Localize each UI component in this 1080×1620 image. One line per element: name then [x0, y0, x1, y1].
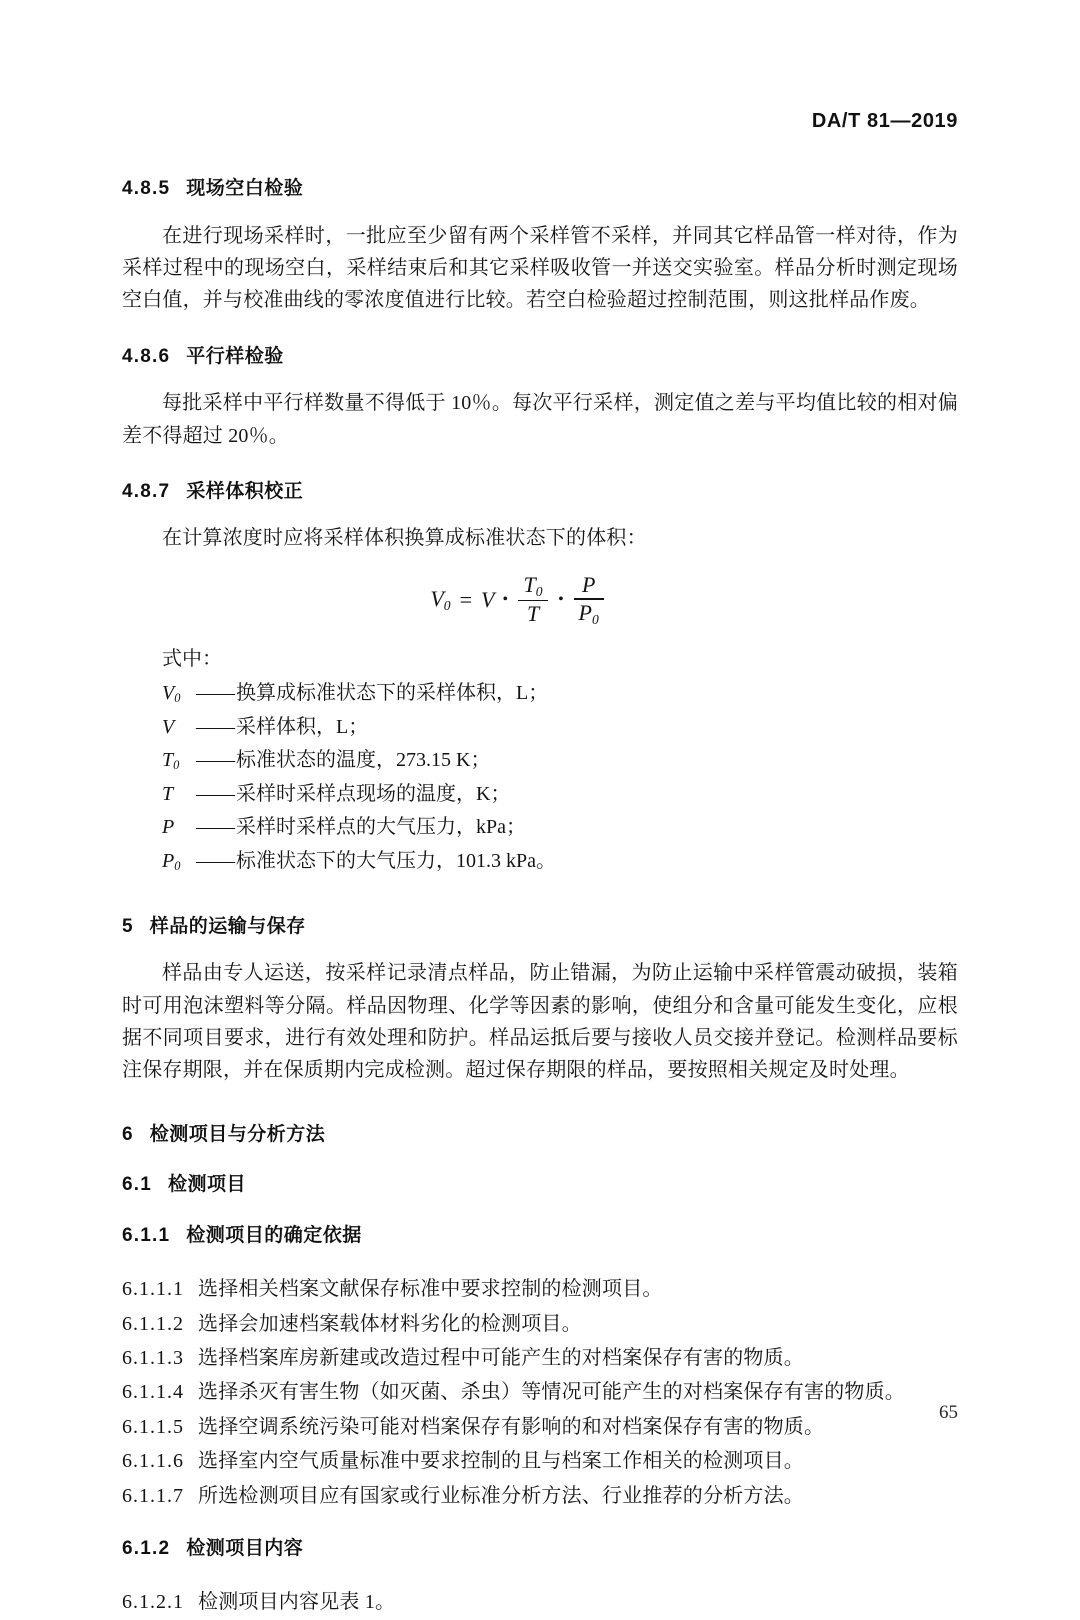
heading-6-1-2: [122, 1535, 958, 1564]
symbol-t: T: [162, 782, 174, 805]
clause-number: 6.1.1.7: [122, 1484, 184, 1507]
page-number: 65: [939, 1402, 958, 1423]
definition-text: 换算成标准状态下的采样体积，L；: [236, 682, 549, 705]
clause-text: 选择杀灭有害生物（如灭菌、杀虫）等情况可能产生的对档案保存有害的物质。: [198, 1381, 905, 1404]
formula-fraction-temperature: $\frac{T_0}{T}$: [516, 573, 550, 627]
definition-item: [162, 811, 958, 845]
formula-lhs: $V_0$: [430, 586, 451, 613]
clause-text: 选择空调系统污染可能对档案保存有影响的和对档案保存有害的物质。: [198, 1415, 825, 1438]
standard-number: DA/T 81—2019: [811, 110, 958, 132]
clause-text: 选择会加速档案载体材料劣化的检测项目。: [198, 1312, 582, 1335]
formula-v: V: [481, 586, 495, 612]
clause-text: 选择相关档案文献保存标准中要求控制的检测项目。: [198, 1278, 663, 1301]
heading-5-number: 5: [122, 915, 134, 937]
heading-4-8-5: [122, 175, 958, 204]
running-header: [122, 110, 958, 140]
clause-text: 检测项目内容见表 1。: [198, 1591, 396, 1614]
formula-multiply-dot-1: •: [502, 590, 509, 608]
heading-6-1-number: 6.1: [122, 1174, 153, 1196]
symbol-t0: $T_0$: [162, 749, 180, 773]
clause-number: 6.1.1.6: [122, 1450, 184, 1473]
definition-text: 采样时采样点现场的温度，K；: [236, 782, 511, 805]
definition-item: [162, 677, 958, 711]
clause-item: [122, 1479, 958, 1513]
heading-6-1-2-title: 检测项目内容: [186, 1537, 304, 1559]
definition-item: [162, 845, 958, 879]
paragraph-4-8-5: 在进行现场采样时，一批应至少留有两个采样管不采样，并同其它样品管一样对待，作为采样过程中的现场空白，采样结束后和其它采样吸收管一并送交实验室。样品分析时测定现场空白值，并与校准曲线的零浓度值进行比较。若空白检验超过控制范围，则这批样品作废。: [122, 224, 958, 312]
heading-6-1-1-title: 检测项目的确定依据: [186, 1224, 362, 1246]
definition-text: 标准状态下的大气压力，101.3 kPa。: [236, 850, 556, 873]
em-dash: ——: [196, 749, 234, 772]
volume-correction-formula: [122, 573, 958, 627]
definition-text: 采样时采样点的大气压力，kPa；: [236, 816, 526, 839]
clause-text: 选择室内空气质量标准中要求控制的且与档案工作相关的检测项目。: [198, 1450, 804, 1473]
definition-item: [162, 778, 958, 812]
clause-number: 6.1.1.4: [122, 1381, 184, 1404]
clause-number: 6.1.1.1: [122, 1278, 184, 1301]
symbol-p0: $P_0$: [162, 850, 181, 874]
heading-5-title: 样品的运输与保存: [149, 915, 306, 937]
symbol-v: V: [162, 715, 175, 738]
heading-6-1: [122, 1171, 958, 1200]
heading-4-8-7-title: 采样体积校正: [186, 480, 304, 502]
definition-text: 采样体积，L；: [236, 715, 369, 738]
clause-number: 6.1.1.3: [122, 1346, 184, 1369]
heading-4-8-5-number: 4.8.5: [122, 178, 171, 199]
definition-item: [162, 711, 958, 745]
clause-item: [122, 1444, 958, 1478]
heading-4-8-7: [122, 478, 958, 507]
where-clause-intro: 式中：: [162, 648, 222, 671]
clause-item: [122, 1307, 958, 1341]
definition-item: [162, 744, 958, 778]
heading-6-1-1-number: 6.1.1: [122, 1224, 171, 1246]
clause-number: 6.1.1.5: [122, 1415, 184, 1438]
em-dash: ——: [196, 682, 234, 705]
symbol-p: P: [162, 816, 175, 839]
paragraph-4-8-7: 在计算浓度时应将采样体积换算成标准状态下的体积：: [162, 527, 647, 550]
heading-5: [122, 913, 958, 942]
formula-fraction-pressure: $\frac{P}{P_0}$: [572, 573, 606, 627]
symbol-v0: $V_0$: [162, 682, 181, 706]
heading-6-1-title: 检测项目: [168, 1174, 247, 1196]
paragraph-5: 样品由专人运送，按采样记录清点样品，防止错漏，为防止运输中采样管震动破损，装箱时可用泡沫塑料等分隔。样品因物理、化学等因素的影响，使组分和含量可能发生变化，应根据不同项目要求，进行有效处理和防护。样品运抵后要与接收人员交接并登记。检测样品要标注保存期限，并在保质期内完成检测。超过保存期限的样品，要按照相关规定及时处理。: [122, 962, 958, 1082]
clause-text: 所选检测项目应有国家或行业标准分析方法、行业推荐的分析方法。: [198, 1484, 804, 1507]
heading-6: [122, 1121, 958, 1150]
heading-4-8-6-number: 4.8.6: [122, 345, 171, 367]
symbol-definition-list: [122, 677, 958, 879]
clause-text: 选择档案库房新建或改造过程中可能产生的对档案保存有害的物质。: [198, 1346, 804, 1369]
heading-6-title: 检测项目与分析方法: [149, 1123, 326, 1145]
definition-text: 标准状态的温度，273.15 K；: [236, 749, 491, 772]
clause-item: [122, 1272, 958, 1306]
heading-6-number: 6: [122, 1123, 134, 1145]
heading-4-8-5-title: 现场空白检验: [186, 178, 304, 199]
clause-item: [122, 1341, 958, 1375]
heading-6-1-1: [122, 1222, 958, 1251]
formula-equals: =: [459, 586, 472, 612]
heading-4-8-7-number: 4.8.7: [122, 480, 171, 502]
clause-number: 6.1.2.1: [122, 1591, 184, 1614]
em-dash: ——: [196, 715, 234, 738]
heading-4-8-6: [122, 343, 958, 372]
clause-number: 6.1.1.2: [122, 1312, 184, 1335]
em-dash: ——: [196, 816, 234, 839]
em-dash: ——: [196, 850, 234, 873]
paragraph-4-8-6: 每批采样中平行样数量不得低于 10％。每次平行采样，测定值之差与平均值比较的相对偏差不得超过 20％。: [122, 392, 958, 447]
clause-item: [122, 1585, 958, 1619]
heading-4-8-6-title: 平行样检验: [186, 345, 284, 367]
em-dash: ——: [196, 782, 234, 805]
formula-multiply-dot-2: •: [558, 590, 564, 608]
heading-6-1-2-number: 6.1.2: [122, 1537, 171, 1559]
